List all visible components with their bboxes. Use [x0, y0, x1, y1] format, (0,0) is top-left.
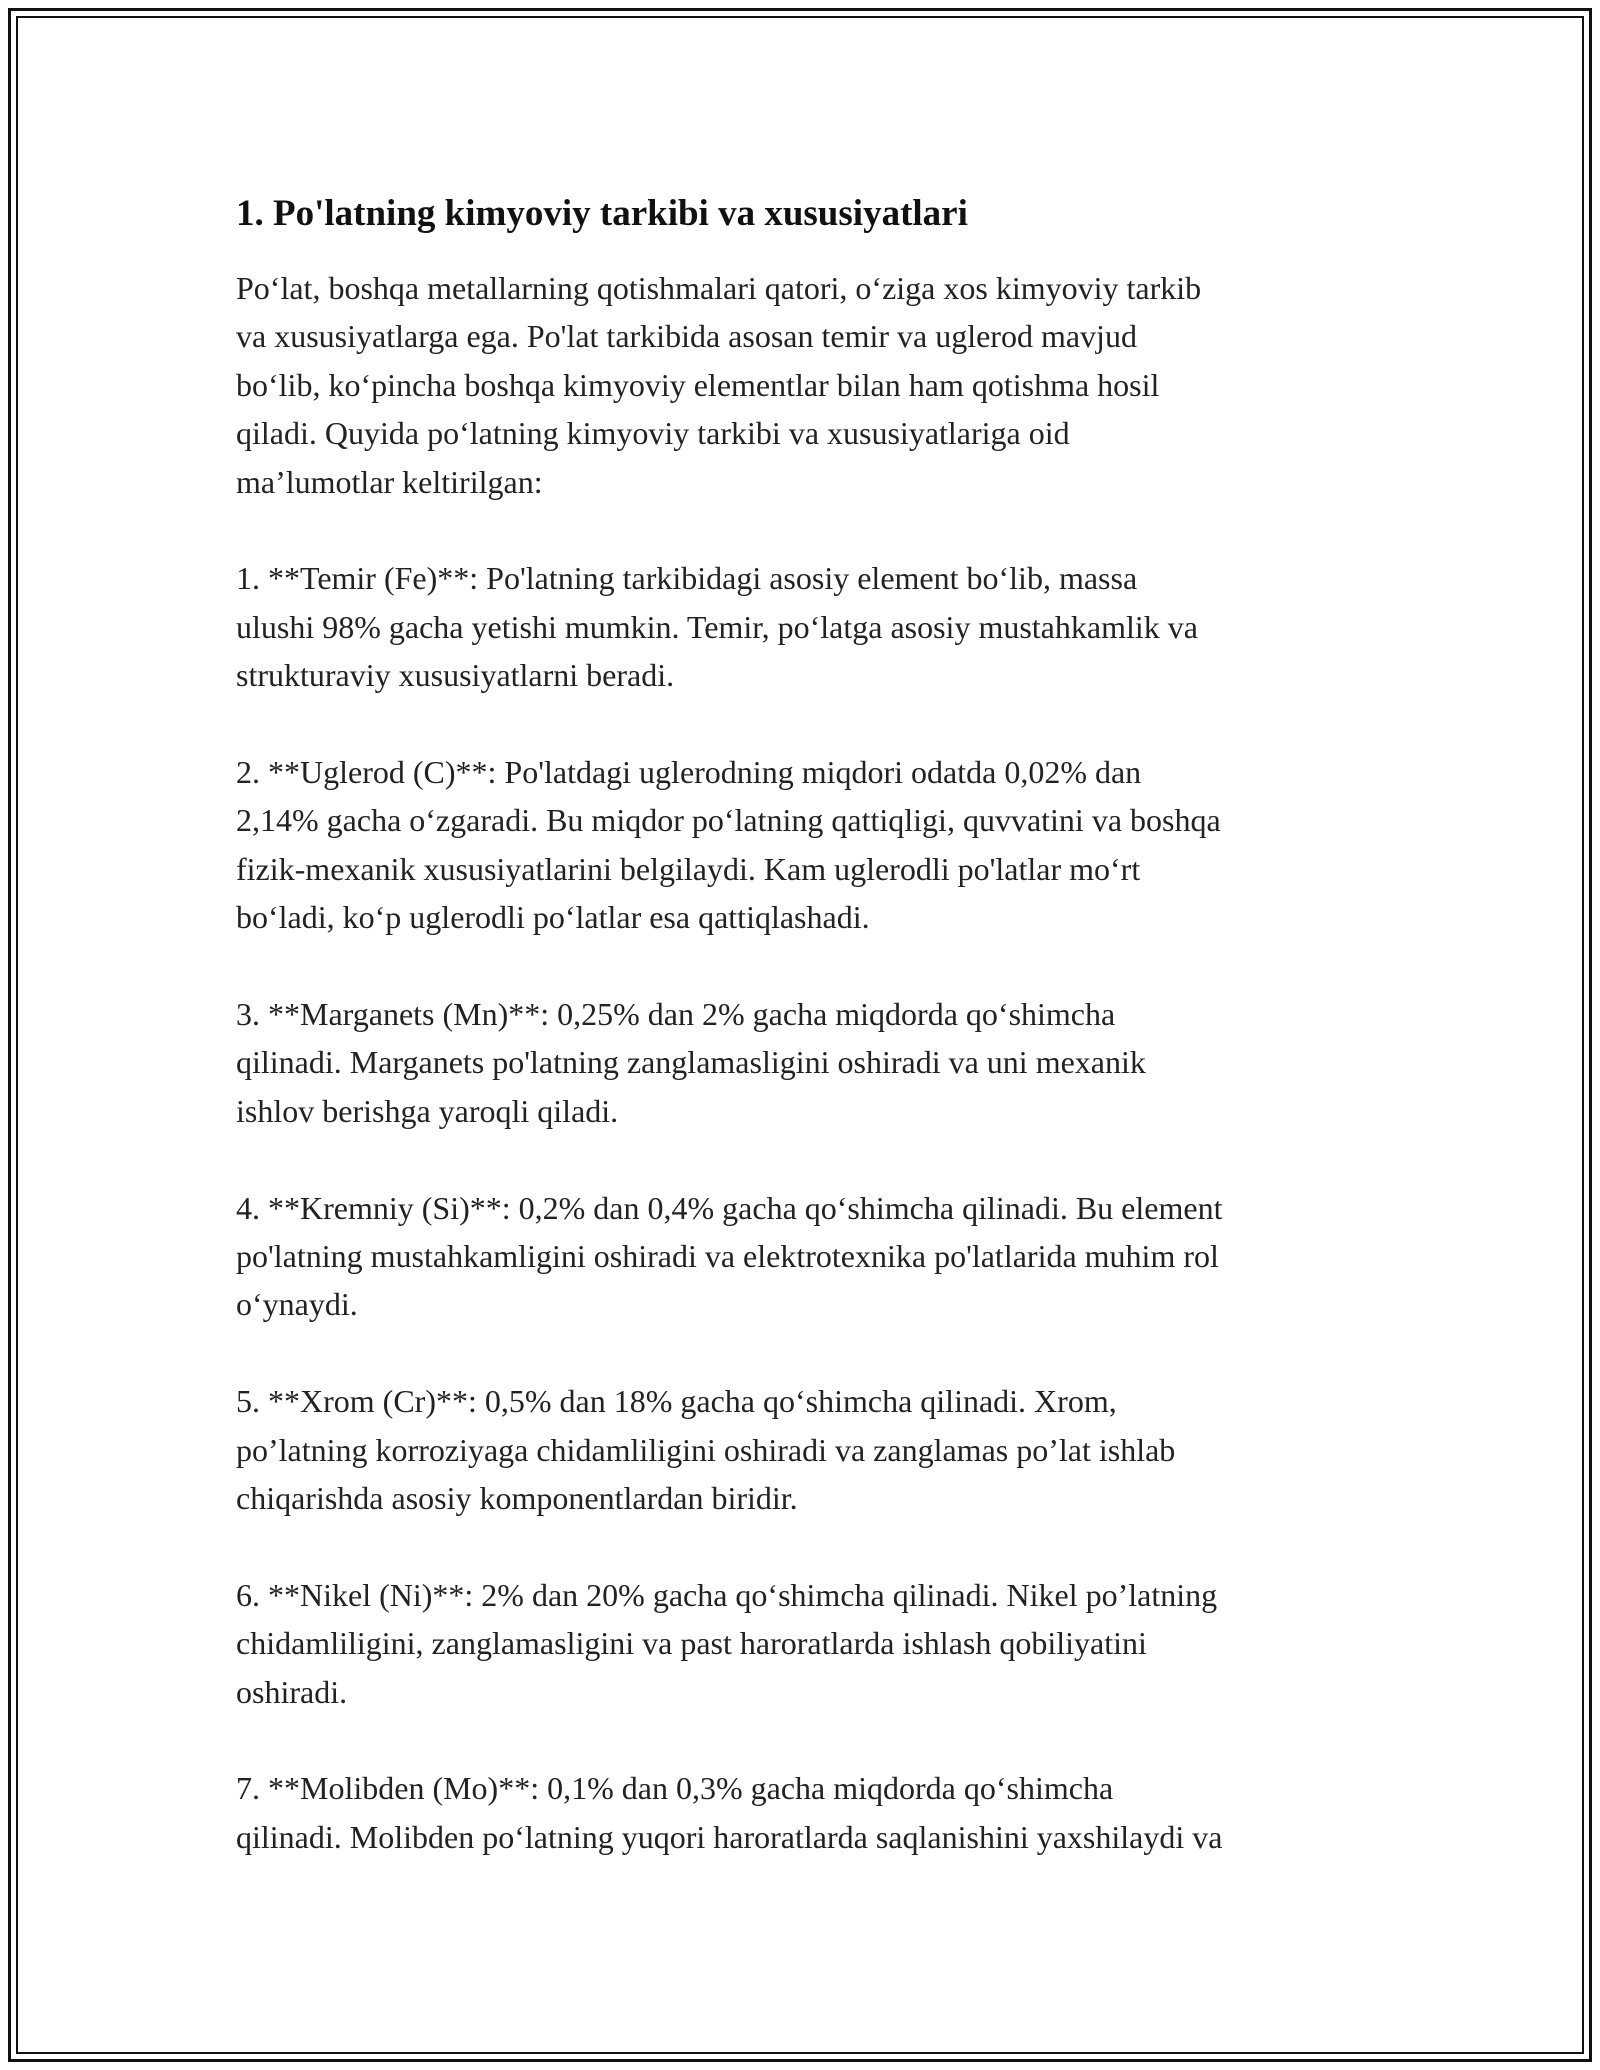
text-line: bo‘ladi, ko‘p uglerodli po‘latlar esa qattiqlashadi. — [236, 899, 870, 936]
text-line: chidamliligini, zanglamasligini va past haroratlarda ishlash qobiliyatini — [236, 1625, 1147, 1662]
text-line: 1. **Temir (Fe)**: Po'latning tarkibidagi asosiy element bo‘lib, massa — [236, 560, 1138, 597]
text-line: ishlov berishga yaroqli qiladi. — [236, 1092, 619, 1129]
list-item-molibden — [236, 1764, 1386, 1861]
text-line: ma’lumotlar keltirilgan: — [236, 463, 543, 500]
text-line: chiqarishda asosiy komponentlardan biridir. — [236, 1480, 798, 1517]
text-line: 4. **Kremniy (Si)**: 0,2% dan 0,4% gacha qo‘shimcha qilinadi. Bu element — [236, 1189, 1223, 1226]
text-line: Po‘lat, boshqa metallarning qotishmalari qatori, o‘ziga xos kimyoviy tarkib — [236, 270, 1202, 306]
text-line: va xususiyatlarga ega. Po'lat tarkibida asosan temir va uglerod mavjud — [236, 318, 1137, 355]
text-line: qilinadi. Molibden po‘latning yuqori haroratlarda saqlanishini yaxshilaydi va — [236, 1818, 1223, 1855]
text-line: qiladi. Quyida po‘latning kimyoviy tarkibi va xususiyatlariga oid — [236, 415, 1070, 452]
text-line: 5. **Xrom (Cr)**: 0,5% dan 18% gacha qo‘shimcha qilinadi. Xrom, — [236, 1383, 1117, 1420]
list-item-xrom — [236, 1377, 1386, 1522]
text-line: ulushi 98% gacha yetishi mumkin. Temir, po‘latga asosiy mustahkamlik va — [236, 608, 1198, 645]
text-line: 2,14% gacha o‘zgaradi. Bu miqdor po‘latning qattiqligi, quvvatini va boshqa — [236, 802, 1221, 839]
list-item-temir — [236, 554, 1386, 699]
text-line: strukturaviy xususiyatlarni beradi. — [236, 657, 675, 694]
list-item-kremniy — [236, 1184, 1386, 1329]
list-item-nikel — [236, 1571, 1386, 1716]
text-line: 3. **Marganets (Mn)**: 0,25% dan 2% gacha miqdorda qo‘shimcha — [236, 996, 1116, 1033]
text-line: oshiradi. — [236, 1673, 348, 1710]
intro-paragraph — [236, 264, 1386, 506]
text-line: qilinadi. Marganets po'latning zanglamasligini oshiradi va uni mexanik — [236, 1044, 1146, 1081]
list-item-marganets — [236, 990, 1386, 1135]
text-line: fizik-mexanik xususiyatlarini belgilaydi. Kam uglerodli po'latlar mo‘rt — [236, 850, 1141, 887]
text-line: po’latning korroziyaga chidamliligini oshiradi va zanglamas po’lat ishlab — [236, 1431, 1176, 1468]
list-item-uglerod — [236, 748, 1386, 942]
document-content — [236, 190, 1386, 1910]
text-line: 2. **Uglerod (C)**: Po'latdagi uglerodning miqdori odatda 0,02% dan — [236, 754, 1142, 791]
text-line: o‘ynaydi. — [236, 1286, 358, 1323]
text-line: 6. **Nikel (Ni)**: 2% dan 20% gacha qo‘shimcha qilinadi. Nikel po’latning — [236, 1576, 1218, 1613]
section-heading: 1. Po'latning kimyoviy tarkibi va xususiyatlari — [236, 193, 968, 234]
text-line: po'latning mustahkamligini oshiradi va elektrotexnika po'latlarida muhim rol — [236, 1238, 1219, 1275]
text-line: bo‘lib, ko‘pincha boshqa kimyoviy elementlar bilan ham qotishma hosil — [236, 366, 1160, 403]
text-line: 7. **Molibden (Mo)**: 0,1% dan 0,3% gacha miqdorda qo‘shimcha — [236, 1770, 1114, 1807]
